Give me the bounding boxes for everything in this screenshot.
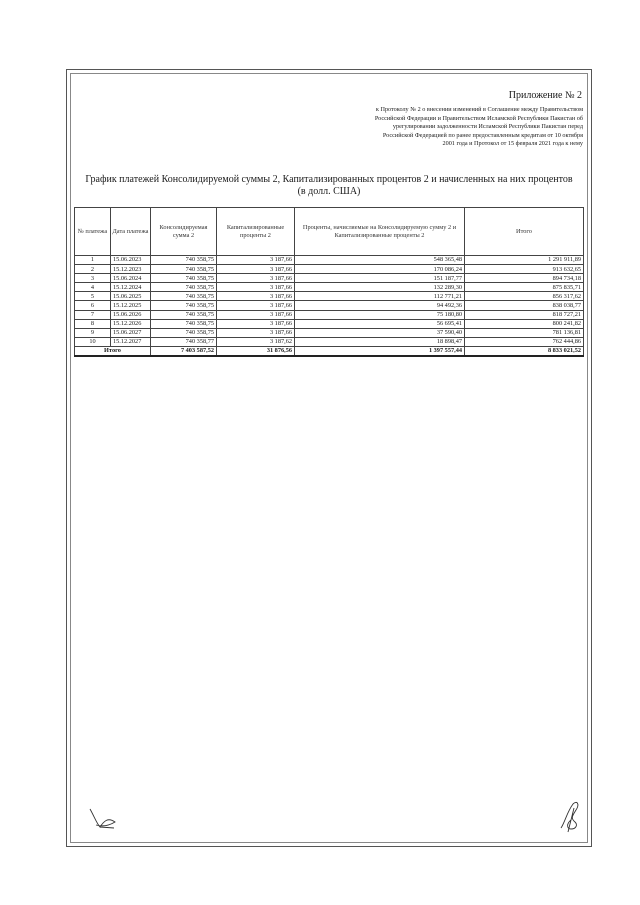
cell-payment-number: 5 [75,292,111,301]
table-row [75,274,584,283]
table-row [75,337,584,346]
grand-total: 8 833 021,52 [465,346,584,356]
cell-payment-date: 15.06.2026 [111,310,151,319]
total-interest: 1 397 557,44 [295,346,465,356]
table-header-row [75,208,584,256]
cell-payment-number: 6 [75,301,111,310]
cell-total: 1 291 911,89 [465,256,584,265]
cell-payment-number: 1 [75,256,111,265]
table-row [75,301,584,310]
cell-consolidated-amount: 740 358,75 [151,283,217,292]
cell-accrued-interest: 37 590,40 [295,328,465,337]
column-header-total: Итого [465,208,584,256]
cell-total: 781 136,81 [465,328,584,337]
cell-total: 762 444,86 [465,337,584,346]
cell-accrued-interest: 170 086,24 [295,265,465,274]
cell-capitalized-interest: 3 187,66 [217,265,295,274]
cell-consolidated-amount: 740 358,75 [151,301,217,310]
cell-payment-date: 15.12.2024 [111,283,151,292]
cell-capitalized-interest: 3 187,66 [217,310,295,319]
table-row [75,292,584,301]
cell-total: 856 317,62 [465,292,584,301]
cell-consolidated-amount: 740 358,77 [151,337,217,346]
protocol-note-line: Российской Федерацией по ранее предоставленным кредитам от 10 октября [382,131,583,139]
cell-consolidated-amount: 740 358,75 [151,310,217,319]
schedule-title [74,174,584,198]
cell-capitalized-interest: 3 187,62 [217,337,295,346]
cell-payment-number: 8 [75,319,111,328]
cell-total: 838 038,77 [465,301,584,310]
table-row [75,265,584,274]
column-header-payment-number: № платежа [75,208,111,256]
cell-capitalized-interest: 3 187,66 [217,319,295,328]
cell-accrued-interest: 56 695,41 [295,319,465,328]
cell-total: 875 835,71 [465,283,584,292]
appendix-title: Приложение № 2 [508,90,582,101]
cell-accrued-interest: 132 289,30 [295,283,465,292]
cell-total: 913 632,65 [465,265,584,274]
cell-accrued-interest: 94 492,36 [295,301,465,310]
cell-payment-number: 9 [75,328,111,337]
cell-consolidated-amount: 740 358,75 [151,265,217,274]
protocol-note-line: урегулировании задолженности Исламской Республики Пакистан перед [392,123,583,131]
cell-payment-date: 15.12.2025 [111,301,151,310]
column-header-accrued-interest: Проценты, начисляемые на Консолидируемую сумму 2 и Капитализированные проценты 2 [295,208,465,256]
schedule-title-main: График платежей Консолидируемой суммы 2, Капитализированных процентов 2 и начисленных на них процентов [85,174,573,185]
protocol-note-line: 2001 года и Протокол от 15 февраля 2021 года к нему [442,140,583,148]
cell-capitalized-interest: 3 187,66 [217,274,295,283]
cell-accrued-interest: 548 365,48 [295,256,465,265]
column-header-consolidated-amount: Консолидируемая сумма 2 [151,208,217,256]
payment-schedule-table [74,207,584,357]
total-label: Итого [75,346,151,356]
cell-total: 800 241,82 [465,319,584,328]
total-capitalized: 31 876,56 [217,346,295,356]
cell-payment-date: 15.06.2024 [111,274,151,283]
cell-accrued-interest: 112 771,21 [295,292,465,301]
protocol-note [280,106,583,149]
cell-capitalized-interest: 3 187,66 [217,283,295,292]
cell-accrued-interest: 75 180,80 [295,310,465,319]
cell-payment-date: 15.06.2025 [111,292,151,301]
cell-capitalized-interest: 3 187,66 [217,328,295,337]
cell-consolidated-amount: 740 358,75 [151,274,217,283]
cell-payment-date: 15.06.2027 [111,328,151,337]
cell-consolidated-amount: 740 358,75 [151,256,217,265]
table-body [75,256,584,347]
table-total-row [75,346,584,356]
signature-right-icon [557,798,583,834]
cell-payment-date: 15.06.2023 [111,256,151,265]
cell-payment-date: 15.12.2026 [111,319,151,328]
signature-left-icon [88,806,118,830]
cell-payment-number: 2 [75,265,111,274]
cell-capitalized-interest: 3 187,66 [217,292,295,301]
column-header-capitalized-interest: Капитализированные проценты 2 [217,208,295,256]
cell-accrued-interest: 151 187,77 [295,274,465,283]
cell-accrued-interest: 18 898,47 [295,337,465,346]
cell-total: 818 727,21 [465,310,584,319]
cell-consolidated-amount: 740 358,75 [151,328,217,337]
table-row [75,310,584,319]
cell-capitalized-interest: 3 187,66 [217,256,295,265]
cell-total: 894 734,18 [465,274,584,283]
cell-capitalized-interest: 3 187,66 [217,301,295,310]
protocol-note-line: к Протоколу № 2 о внесении изменений в Соглашение между Правительством [375,106,583,113]
protocol-note-line: Российской Федерации и Правительством Исламской Республики Пакистан об [374,114,583,122]
cell-payment-date: 15.12.2027 [111,337,151,346]
column-header-payment-date: Дата платежа [111,208,151,256]
table-row [75,319,584,328]
table-row [75,283,584,292]
table-row [75,328,584,337]
cell-payment-number: 10 [75,337,111,346]
cell-consolidated-amount: 740 358,75 [151,319,217,328]
total-consolidated: 7 403 587,52 [151,346,217,356]
cell-consolidated-amount: 740 358,75 [151,292,217,301]
cell-payment-number: 3 [75,274,111,283]
cell-payment-number: 7 [75,310,111,319]
table-row [75,256,584,265]
schedule-title-currency: (в долл. США) [297,186,361,197]
cell-payment-date: 15.12.2023 [111,265,151,274]
cell-payment-number: 4 [75,283,111,292]
